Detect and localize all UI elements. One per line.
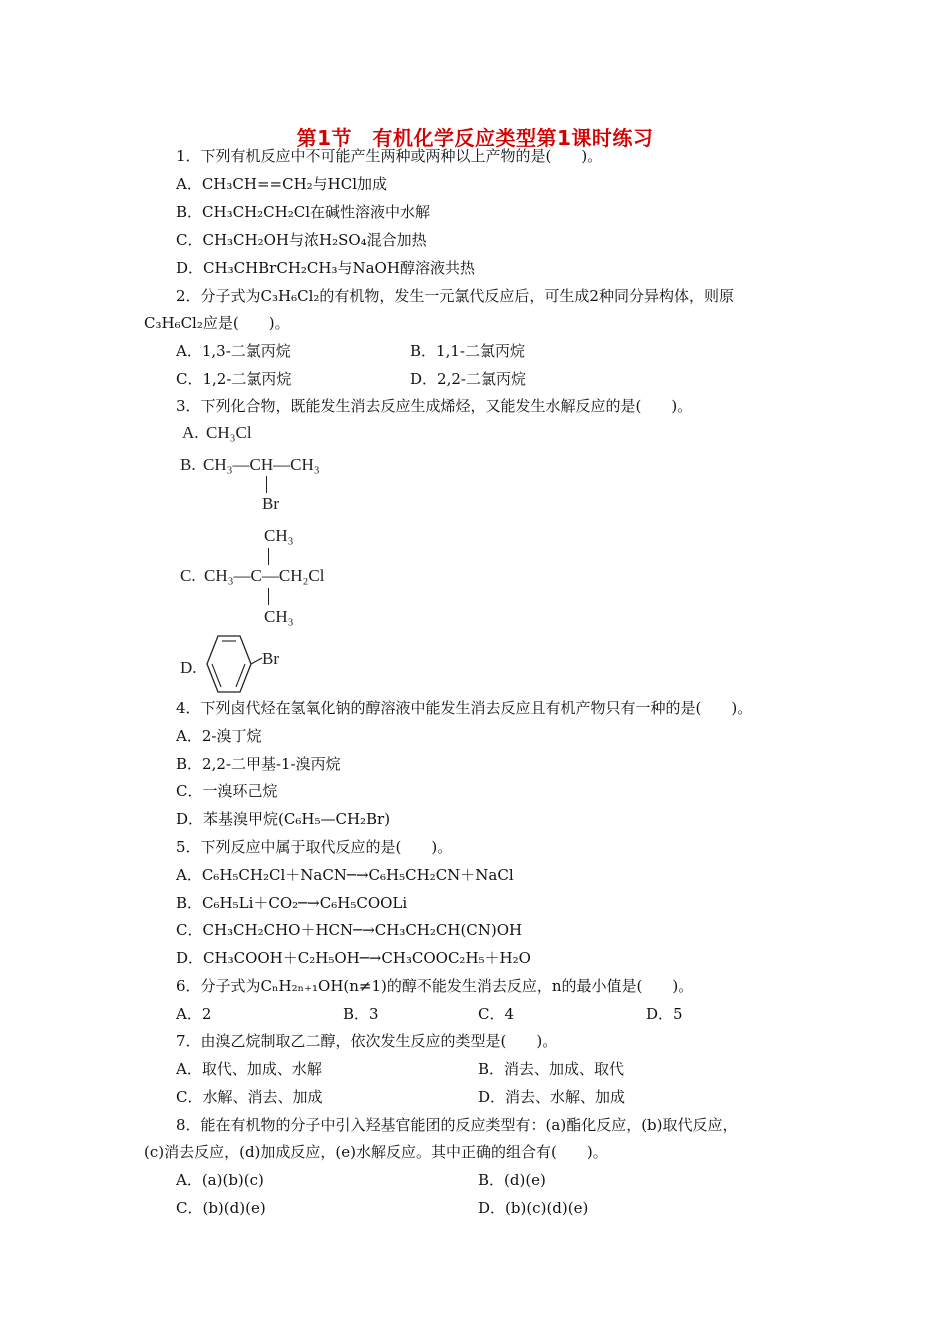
structure-c-bond-top	[268, 548, 269, 565]
structure-b-main: CH₃—CH—CH₃	[203, 455, 320, 474]
q5-option-c: C．CH₃CH₂CHO＋HCN─→CH₃CH₂CH(CN)OH	[176, 921, 523, 939]
structure-c-main: CH₃—C—CH₂Cl	[204, 566, 325, 585]
q5-option-b: B．C₆H₅Li＋CO₂─→C₆H₅COOLi	[176, 894, 408, 912]
q1-option-d: D．CH₃CHBrCH₂CH₃与NaOH醇溶液共热	[176, 259, 475, 277]
structure-c-bond-bottom	[268, 588, 269, 605]
benzene-ring-icon	[198, 630, 268, 698]
question-8-stem: 8．能在有机物的分子中引入羟基官能团的反应类型有：(a)酯化反应，(b)取代反应，	[176, 1116, 738, 1134]
question-1-stem: 1．下列有机反应中不可能产生两种或两种以上产物的是( )。	[176, 147, 603, 165]
question-2-stem-cont: C₃H₆Cl₂应是( )。	[144, 314, 290, 332]
q5-option-d: D．CH₃COOH＋C₂H₅OH─→CH₃COOC₂H₅＋H₂O	[176, 949, 531, 967]
q2-option-d: D．2,2-二氯丙烷	[410, 370, 526, 388]
structure-b-sub: Br	[262, 494, 279, 513]
question-5-stem: 5．下列反应中属于取代反应的是( )。	[176, 838, 453, 856]
q5-option-a: A．C₆H₅CH₂Cl＋NaCN─→C₆H₅CH₂CN＋NaCl	[176, 866, 514, 884]
question-7-stem: 7．由溴乙烷制取乙二醇，依次发生反应的类型是( )。	[176, 1032, 558, 1050]
q6-option-d: D．5	[646, 1005, 683, 1023]
q2-option-a: A．1,3-二氯丙烷	[176, 342, 291, 360]
q7-option-c: C．水解、消去、加成	[176, 1088, 323, 1106]
q6-option-b: B．3	[343, 1005, 379, 1023]
q2-option-b: B．1,1-二氯丙烷	[410, 342, 525, 360]
structure-a-formula: CH₃Cl	[206, 423, 252, 442]
question-3-stem: 3．下列化合物，既能发生消去反应生成烯烃，又能发生水解反应的是( )。	[176, 397, 693, 415]
q8-option-c: C．(b)(d)(e)	[176, 1199, 266, 1217]
q8-option-d: D．(b)(c)(d)(e)	[478, 1199, 589, 1217]
question-4-stem: 4．下列卤代烃在氢氧化钠的醇溶液中能发生消去反应且有机产物只有一种的是( )。	[176, 699, 753, 717]
structure-d-sub: Br	[262, 649, 279, 668]
q4-option-b: B．2,2-二甲基-1-溴丙烷	[176, 755, 341, 773]
structure-a-label: A.	[182, 423, 199, 442]
q1-option-c: C．CH₃CH₂OH与浓H₂SO₄混合加热	[176, 231, 427, 249]
q1-option-b: B．CH₃CH₂CH₂Cl在碱性溶液中水解	[176, 203, 431, 221]
structure-c-top: CH₃	[264, 526, 294, 545]
q4-option-c: C．一溴环己烷	[176, 782, 278, 800]
q1-option-a: A．CH₃CH==CH₂与HCl加成	[176, 175, 388, 193]
q7-option-b: B．消去、加成、取代	[478, 1060, 625, 1078]
question-6-stem: 6．分子式为CₙH₂ₙ₊₁OH(n≠1)的醇不能发生消去反应，n的最小值是( )。	[176, 977, 694, 995]
q8-option-b: B．(d)(e)	[478, 1171, 546, 1189]
q2-option-c: C．1,2-二氯丙烷	[176, 370, 292, 388]
q4-option-d: D．苯基溴甲烷(C₆H₅—CH₂Br)	[176, 810, 391, 828]
q8-option-a: A．(a)(b)(c)	[176, 1171, 264, 1189]
structure-c-bottom: CH₃	[264, 607, 294, 626]
structure-d-label: D.	[180, 658, 197, 677]
q4-option-a: A．2-溴丁烷	[176, 727, 262, 745]
question-8-stem-cont: (c)消去反应，(d)加成反应，(e)水解反应。其中正确的组合有( )。	[144, 1143, 608, 1161]
q6-option-a: A．2	[176, 1005, 212, 1023]
q7-option-a: A．取代、加成、水解	[176, 1060, 322, 1078]
structure-c-label: C.	[180, 566, 196, 585]
question-2-stem: 2．分子式为C₃H₆Cl₂的有机物，发生一元氯代反应后，可生成2种同分异构体，则原	[176, 287, 734, 305]
page-title: 第1节 有机化学反应类型第1课时练习	[296, 126, 654, 150]
q7-option-d: D．消去、水解、加成	[478, 1088, 626, 1106]
structure-b-bond	[266, 476, 267, 493]
q6-option-c: C．4	[478, 1005, 515, 1023]
structure-b-label: B.	[180, 455, 196, 474]
